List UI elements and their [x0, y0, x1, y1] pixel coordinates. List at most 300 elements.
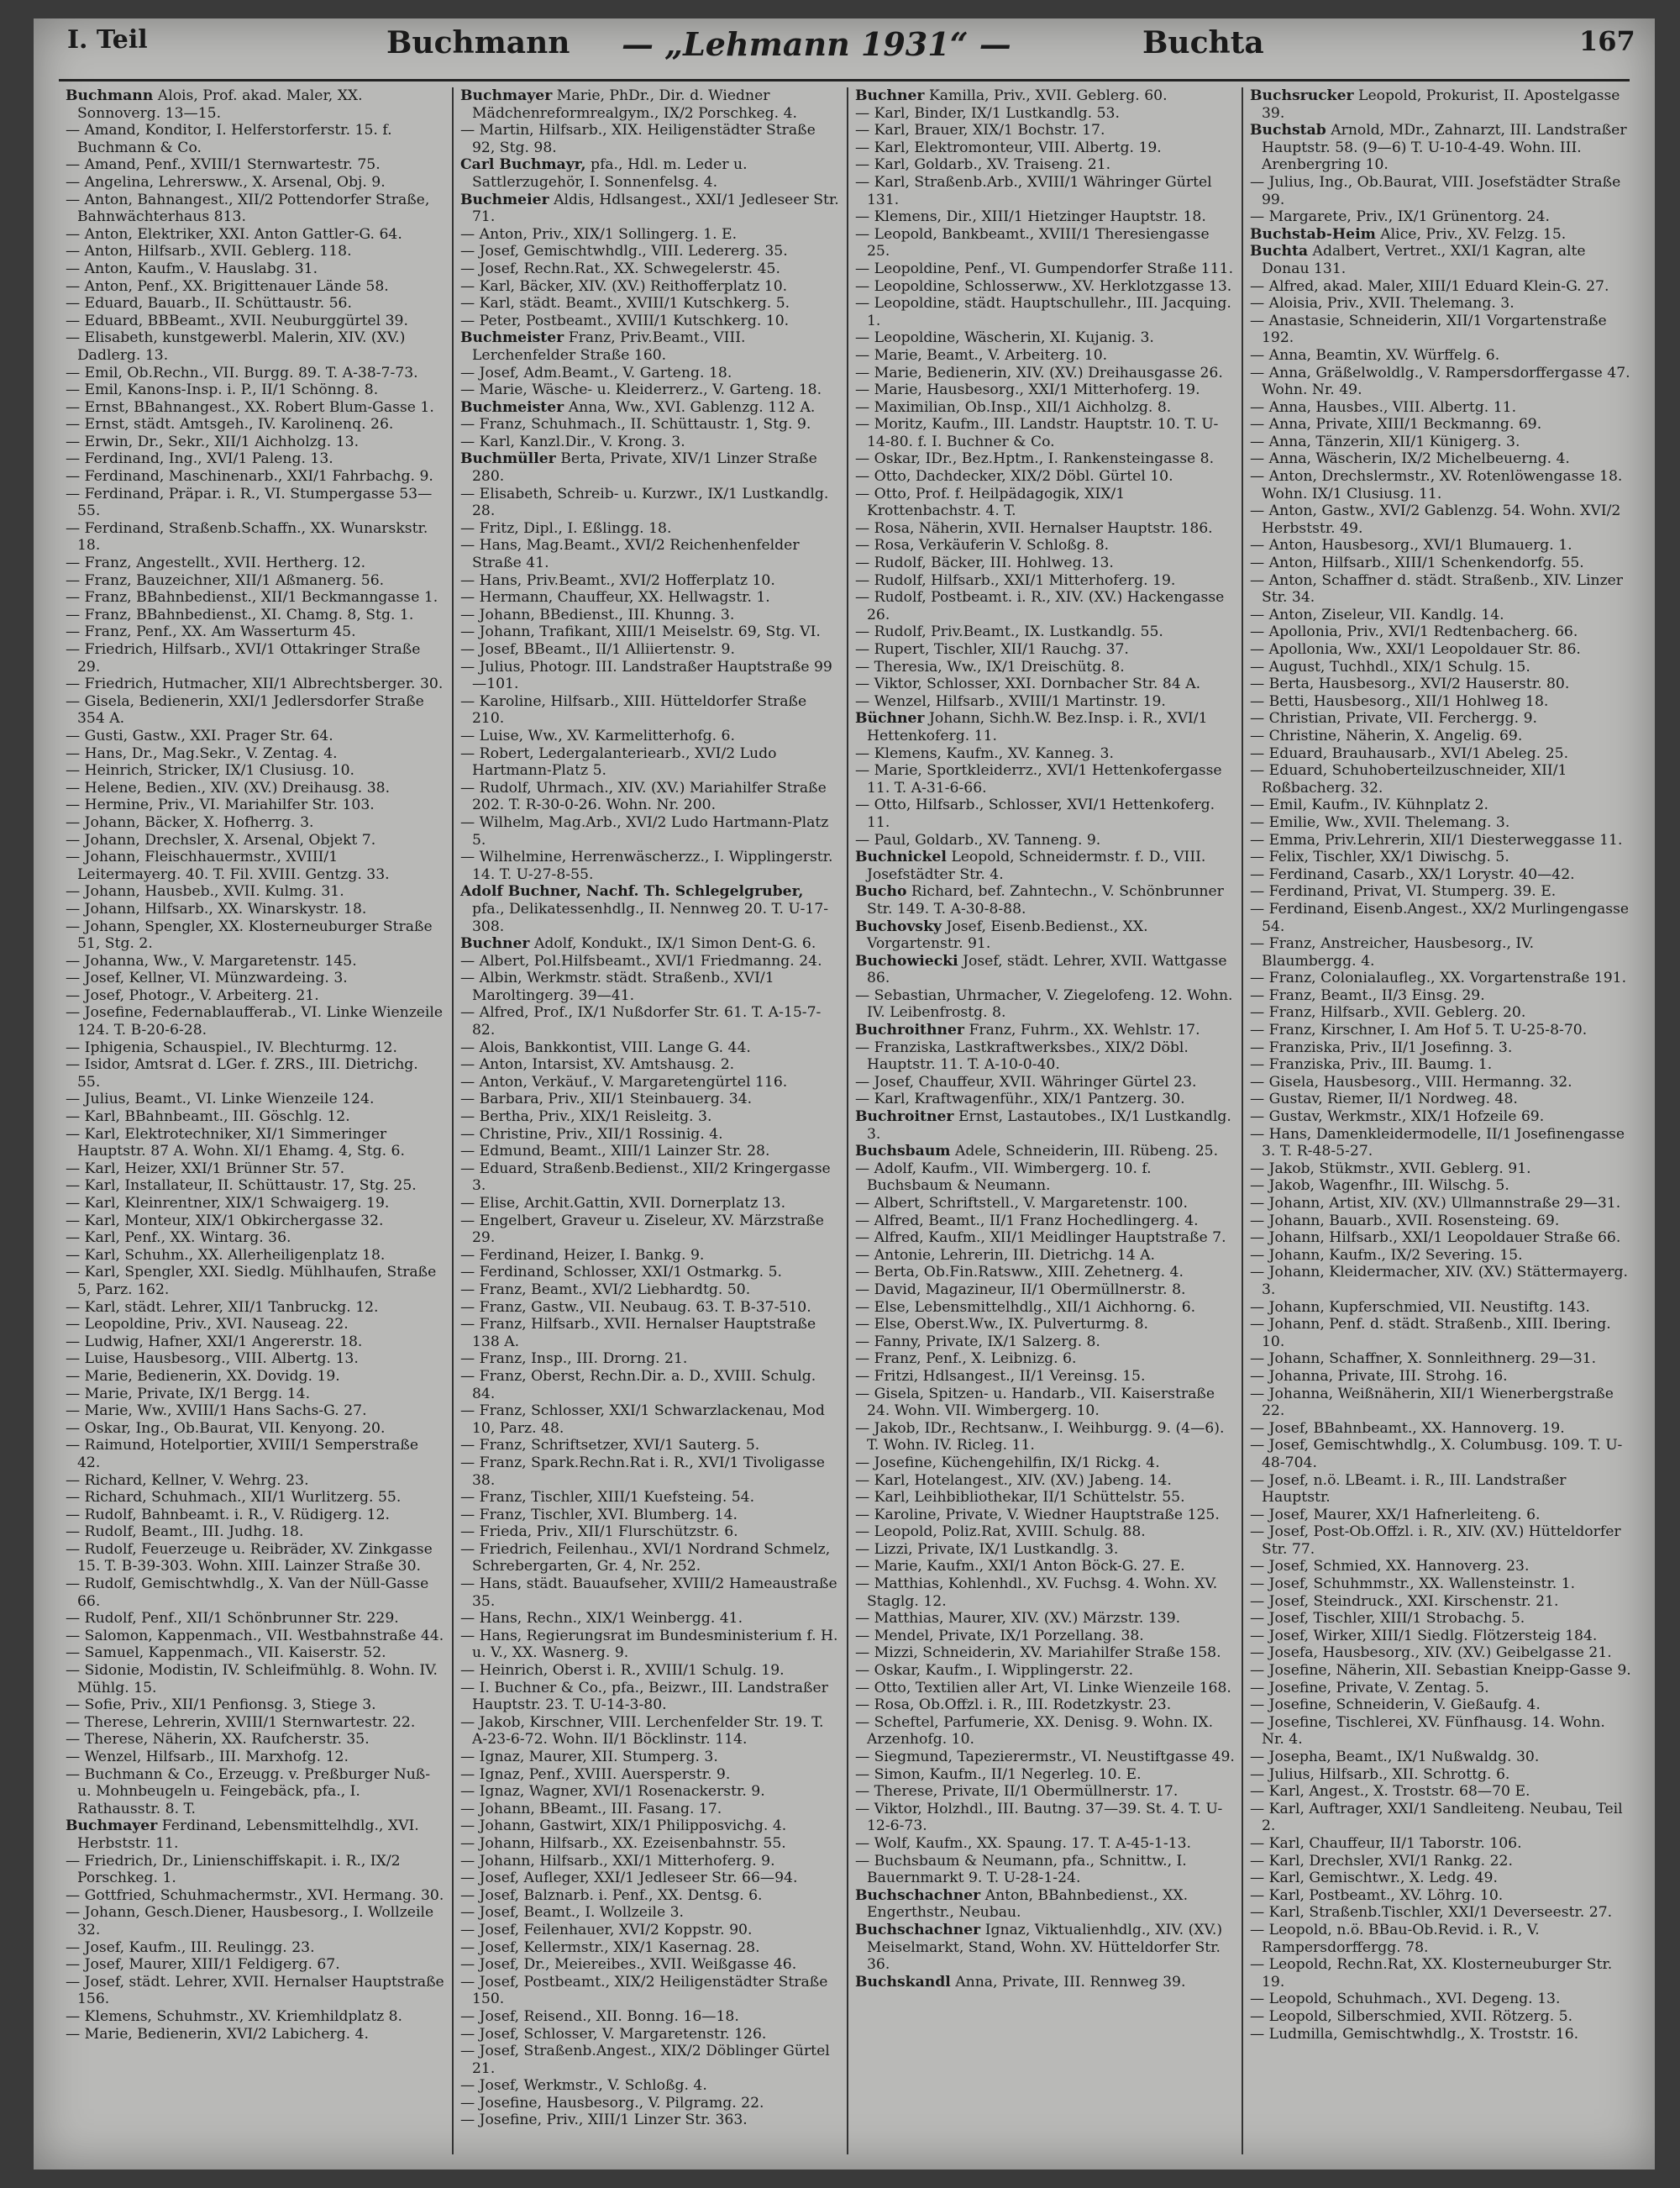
entry-text: — Hans, Mag.Beamt., XVI/2 Reichenhenfelder Straße 41.: [460, 537, 800, 572]
entry-text: — Ernst, städt. Amtsgeh., IV. Karolinenq. 26.: [66, 416, 394, 434]
entry-text: — Rudolf, Bäcker, III. Hohlweg. 13.: [855, 555, 1114, 572]
entry-text: — Ferdinand, Casarb., XX/1 Lorystr. 40—42.: [1250, 865, 1575, 883]
entry-text: — Oskar, IDr., Bez.Hptm., I. Rankensteingasse 8.: [855, 450, 1215, 468]
directory-entry: [460, 313, 840, 330]
entry-text: — Eduard, Bauarb., II. Schüttaustr. 56.: [66, 295, 352, 313]
entry-text: — Eduard, BBBeamt., XVII. Neuburggürtel 39.: [66, 312, 408, 329]
directory-entry: [460, 935, 840, 953]
entry-text: — Eduard, Brauhausarb., XVI/1 Abeleg. 25.: [1250, 744, 1569, 762]
directory-entry: [460, 1004, 840, 1039]
entry-text: — Klemens, Dir., XIII/1 Hietzinger Hauptstr. 18.: [855, 208, 1206, 226]
entry-text: Ernst, Lastautobes., IX/1 Lustkandlg. 3.: [867, 1108, 1231, 1143]
directory-entry: [66, 623, 445, 641]
entry-text: — Emma, Priv.Lehrerin, XII/1 Diesterweggasse 11.: [1250, 831, 1623, 849]
directory-entry: [855, 139, 1235, 157]
entry-text: — Karl, Chauffeur, II/1 Taborstr. 106.: [1250, 1834, 1522, 1852]
entry-text: — Johann, Artist, XIV. (XV.) Ullmannstraße 29—31.: [1250, 1195, 1621, 1212]
entry-surname: Buchmüller: [460, 450, 556, 468]
entry-text: — Julius, Photogr. III. Landstraßer Hauptstraße 99—101.: [460, 658, 832, 693]
entry-text: — Anton, Priv., XIX/1 Sollingerg. 1. E.: [460, 225, 738, 243]
entry-text: — Leopoldine, Priv., XVI. Nauseag. 22.: [66, 1316, 349, 1333]
directory-entry: [66, 1610, 445, 1628]
directory-entry: [460, 1541, 840, 1575]
directory-entry: [66, 1437, 445, 1471]
column-1: [59, 87, 454, 2154]
directory-entry: [1250, 1316, 1631, 1350]
entry-text: — Friedrich, Hutmacher, XII/1 Albrechtsberger. 30.: [66, 676, 444, 693]
entry-text: — Josef, Schuhmmstr., XX. Wallensteinstr. 1.: [1250, 1575, 1576, 1593]
directory-entry: [855, 1281, 1235, 1299]
entry-text: — Gottfried, Schuhmachermstr., XVI. Hermang. 30.: [66, 1886, 444, 1904]
entry-text: — Franz, Schriftsetzer, XVI/1 Sauterg. 5.: [460, 1437, 760, 1454]
directory-entry: [460, 87, 840, 122]
directory-entry: [66, 450, 445, 468]
entry-text: — Josef, Photogr., V. Arbeiterg. 21.: [66, 986, 319, 1004]
directory-entry: [855, 295, 1235, 329]
entry-text: — Ernst, BBahnangest., XX. Robert Blum-Gasse 1.: [66, 398, 434, 416]
entry-text: — Otto, Textilien aller Art, VI. Linke Wienzeile 168.: [855, 1679, 1231, 1696]
directory-entry: [1250, 502, 1631, 537]
directory-entry: [66, 1817, 445, 1852]
entry-text: Adolf, Kondukt., IX/1 Simon Dent-G. 6.: [533, 935, 816, 953]
entry-text: — Johann, Penf. d. städt. Straßenb., XIII. Ibering. 10.: [1250, 1316, 1611, 1350]
directory-entry: [460, 1956, 840, 1974]
entry-text: — Wilhelm, Mag.Arb., XVI/2 Ludo Hartmann-Platz 5.: [460, 813, 829, 849]
directory-entry: [1250, 1696, 1631, 1714]
directory-entry: [855, 1472, 1235, 1490]
directory-entry: [66, 1662, 445, 1696]
header-part-label: I. Teil: [67, 25, 148, 55]
entry-text: — Josef, Kaufm., III. Reulingg. 23.: [66, 1938, 315, 1956]
directory-entry: [66, 2026, 445, 2043]
entry-text: — Johann, Bauarb., XVII. Rosensteing. 69.: [1250, 1212, 1560, 1229]
directory-entry: [460, 1281, 840, 1299]
directory-entry: [1250, 883, 1631, 901]
entry-text: — Karl, Goldarb., XV. Traiseng. 21.: [855, 156, 1111, 174]
entry-text: pfa., Hdl. m. Leder u. Sattlerzugehör, I. Sonnenfelsg. 4.: [472, 156, 748, 191]
entry-text: — Franziska, Priv., III. Baumg. 1.: [1250, 1056, 1493, 1074]
directory-entry: [460, 1749, 840, 1766]
entry-text: — Richard, Kellner, V. Wehrg. 23.: [66, 1471, 309, 1489]
directory-entry: [1250, 1766, 1631, 1784]
entry-text: — Franz, Penf., XX. Am Wasserturm 45.: [66, 623, 356, 641]
entry-text: — Salomon, Kappenmach., VII. Westbahnstraße 44.: [66, 1627, 444, 1644]
directory-entry: [1250, 1922, 1631, 1956]
directory-entry: [855, 260, 1235, 278]
directory-entry: [1250, 347, 1631, 365]
directory-entry: [460, 1783, 840, 1801]
directory-entry: [1250, 607, 1631, 624]
directory-entry: [855, 156, 1235, 174]
directory-entry: [66, 1160, 445, 1178]
entry-text: — Franz, Tischler, XIII/1 Kuefsteing. 54.: [460, 1489, 755, 1507]
entry-text: — Anton, Hilfsarb., XVII. Geblerg. 118.: [66, 243, 352, 260]
entry-text: — Moritz, Kaufm., III. Landstr. Hauptstr. 10. T. U-14-80. f. I. Buchner & Co.: [855, 416, 1219, 450]
entry-text: — Hans, Rechn., XIX/1 Weinbergg. 41.: [460, 1610, 743, 1628]
entry-surname: Carl Buchmayr,: [460, 156, 586, 174]
entry-text: — Edmund, Beamt., XIII/1 Lainzer Str. 28.: [460, 1143, 770, 1160]
directory-entry: [66, 901, 445, 918]
entry-text: — Albert, Pol.Hilfsbeamt., XVI/1 Friedmanng. 24.: [460, 952, 822, 970]
directory-entry: [1250, 2026, 1631, 2043]
entry-text: Leopold, Schneidermstr. f. D., VIII. Josefstädter Str. 4.: [867, 849, 1206, 883]
entry-text: Adalbert, Vertret., XXI/1 Kagran, alte Donau 131.: [1262, 243, 1586, 277]
entry-text: — Christian, Private, VII. Ferchergg. 9.: [1250, 710, 1537, 728]
entry-text: — Karl, Angest., X. Troststr. 68—70 E.: [1250, 1783, 1530, 1801]
entry-surname: Buchner: [460, 935, 530, 953]
entry-text: — Christine, Priv., XII/1 Rossinig. 4.: [460, 1125, 723, 1143]
entry-text: — Emil, Kanons-Insp. i. P., II/1 Schönng. 8.: [66, 381, 379, 399]
entry-text: — Franz, Hilfsarb., XVII. Geblerg. 20.: [1250, 1004, 1526, 1022]
directory-entry: [855, 1368, 1235, 1386]
entry-text: — Johann, Hilfsarb., XX. Winarskystr. 18.: [66, 900, 367, 918]
directory-entry: [855, 105, 1235, 123]
entry-text: — Karl, Monteur, XIX/1 Obkirchergasse 32.: [66, 1212, 384, 1229]
directory-entry: [1250, 1108, 1631, 1126]
entry-text: — Iphigenia, Schauspiel., IV. Blechturmg. 12.: [66, 1039, 397, 1056]
entry-text: — Albert, Schriftstell., V. Margaretenstr. 100.: [855, 1195, 1188, 1212]
entry-text: — Alfred, akad. Maler, XIII/1 Eduard Klein-G. 27.: [1250, 277, 1609, 295]
entry-surname: Buchovsky: [855, 918, 942, 935]
directory-entry: [66, 2008, 445, 2026]
header-rule: [59, 79, 1630, 82]
directory-entry: [66, 1731, 445, 1749]
directory-entry: [66, 381, 445, 399]
entry-text: — Angelina, Lehrersww., X. Arsenal, Obj. 9.: [66, 173, 386, 191]
directory-entry: [66, 192, 445, 226]
entry-text: — Johann, Kaufm., IX/2 Severing. 15.: [1250, 1246, 1523, 1264]
directory-entry: [460, 1887, 840, 1905]
entry-text: — Friedrich, Dr., Linienschiffskapit. i. R., IX/2 Porschkeg. 1.: [66, 1852, 401, 1887]
entry-text: — Franz, Tischler, XVI. Blumberg. 14.: [460, 1506, 738, 1523]
entry-surname: Buchskandl: [855, 1973, 951, 1991]
entry-text: — Leopold, Bankbeamt., XVIII/1 Theresiengasse 25.: [855, 225, 1210, 260]
entry-text: — Karoline, Hilfsarb., XIII. Hütteldorfer Straße 210.: [460, 692, 807, 728]
directory-entry: [1250, 1368, 1631, 1386]
entry-text: — Theresia, Ww., IX/1 Dreischütg. 8.: [855, 658, 1125, 676]
directory-entry: [855, 1575, 1235, 1610]
directory-entry: [855, 174, 1235, 208]
directory-entry: [460, 1368, 840, 1402]
directory-entry: [66, 1368, 445, 1386]
entry-text: — Gusti, Gastw., XXI. Prager Str. 64.: [66, 727, 333, 744]
entry-text: — Fritz, Dipl., I. Eßlingg. 18.: [460, 519, 672, 537]
entry-text: — Alfred, Kaufm., XII/1 Meidlinger Hauptstraße 7.: [855, 1229, 1226, 1247]
entry-text: — Rudolf, Bahnbeamt. i. R., V. Rüdigerg. 12.: [66, 1506, 391, 1523]
directory-entry: [460, 1922, 840, 1939]
directory-entry: [1250, 1507, 1631, 1524]
directory-entry: [1250, 1177, 1631, 1195]
directory-entry: [460, 537, 840, 571]
directory-entry: [460, 1575, 840, 1610]
entry-text: — Karl, Drechsler, XVI/1 Rankg. 22.: [1250, 1852, 1513, 1870]
directory-entry: [855, 1212, 1235, 1230]
entry-text: — Gustav, Werkmstr., XIX/1 Hofzeile 69.: [1250, 1108, 1545, 1126]
entry-text: — Friedrich, Feilenhau., XVI/1 Nordrand Schmelz, Schrebergarten, Gr. 4, Nr. 252.: [460, 1540, 831, 1575]
column-2: [454, 87, 848, 2154]
entry-text: — Anton, Elektriker, XXI. Anton Gattler-G. 64.: [66, 225, 402, 243]
entry-text: — Rosa, Verkäuferin V. Schloßg. 8.: [855, 537, 1110, 555]
entry-text: — Isidor, Amtsrat d. LGer. f. ZRS., III. Dietrichg. 55.: [66, 1056, 418, 1091]
entry-text: — Johanna, Weißnäherin, XII/1 Wienerbergstraße 22.: [1250, 1385, 1614, 1420]
entry-text: — Leopold, Rechn.Rat, XX. Klosterneuburger Str. 19.: [1250, 1956, 1613, 1991]
directory-entry: [1250, 1039, 1631, 1057]
entry-text: Aldis, Hdlsangest., XXI/1 Jedleseer Str. 71.: [472, 191, 839, 226]
directory-entry: [460, 745, 840, 780]
entry-text: — Josef, Dr., Meiereibes., XVII. Weißgasse 46.: [460, 1956, 797, 1974]
directory-entry: [460, 1610, 840, 1628]
directory-entry: [460, 1523, 840, 1541]
entry-text: — Gisela, Bedienerin, XXI/1 Jedlersdorfer Straße 354 A.: [66, 692, 424, 728]
directory-entry: [460, 572, 840, 590]
entry-text: — Otto, Prof. f. Heilpädagogik, XIX/1 Krottenbachstr. 4. T.: [855, 485, 1126, 520]
directory-entry: [66, 1177, 445, 1195]
entry-text: — I. Buchner & Co., pfa., Beizwr., III. Landstraßer Hauptstr. 23. T. U-14-3-80.: [460, 1679, 828, 1714]
directory-entry: [460, 728, 840, 745]
entry-text: — Anton, Kaufm., V. Hauslabg. 31.: [66, 260, 318, 277]
directory-entry: [1250, 1195, 1631, 1212]
directory-entry: [1250, 1126, 1631, 1160]
directory-entry: [66, 641, 445, 676]
header-title: — „Lehmann 1931“ —: [622, 25, 1011, 63]
directory-entry: [66, 1212, 445, 1230]
entry-text: — Marie, Sportkleiderrz., XVI/1 Hettenkofergasse 11. T. A-31-6-66.: [855, 762, 1222, 797]
entry-text: — Franz, Angestellt., XVII. Hertherg. 12.: [66, 555, 366, 572]
entry-text: — Josef, Aufleger, XXI/1 Jedleseer Str. 66—94.: [460, 1870, 798, 1887]
entry-text: — Franz, Gastw., VII. Neubaug. 63. T. B-37-510.: [460, 1298, 811, 1316]
directory-entry: [460, 295, 840, 313]
entry-text: — Franz, Colonialaufleg., XX. Vorgartenstraße 191.: [1250, 970, 1627, 987]
directory-entry: [1250, 1887, 1631, 1905]
entry-text: — Hermine, Priv., VI. Mariahilfer Str. 103.: [66, 797, 375, 814]
entry-text: — Anton, Schaffner d. städt. Straßenb., XIV. Linzer Str. 34.: [1250, 571, 1624, 607]
directory-entry: [460, 329, 840, 364]
directory-entry: [460, 780, 840, 814]
entry-text: — Josef, Maurer, XIII/1 Feldigerg. 67.: [66, 1956, 340, 1974]
directory-entry: [855, 797, 1235, 831]
entry-text: — Richard, Schuhmach., XII/1 Wurlitzerg. 55.: [66, 1489, 402, 1507]
directory-entry: [460, 1680, 840, 1714]
directory-entry: [855, 122, 1235, 139]
directory-entry: [460, 1437, 840, 1454]
entry-text: — Bertha, Priv., XIX/1 Reisleitg. 3.: [460, 1108, 712, 1126]
directory-entry: [460, 1195, 840, 1212]
directory-entry: [855, 1541, 1235, 1559]
directory-entry: [855, 555, 1235, 572]
entry-text: — Viktor, Schlosser, XXI. Dornbacher Str. 84 A.: [855, 676, 1201, 693]
entry-text: — Robert, Ledergalanteriearb., XVI/2 Ludo Hartmann-Platz 5.: [460, 744, 777, 780]
directory-entry: [855, 1039, 1235, 1074]
directory-entry: [1250, 659, 1631, 676]
entry-text: — Anton, Verkäuf., V. Margaretengürtel 116.: [460, 1073, 788, 1091]
entry-text: — Lizzi, Private, IX/1 Lustkandlg. 3.: [855, 1540, 1119, 1558]
entry-text: — Rudolf, Postbeamt. i. R., XIV. (XV.) Hackengasse 26.: [855, 589, 1225, 623]
directory-entry: [460, 2043, 840, 2077]
directory-entry: [855, 1835, 1235, 1853]
directory-entry: [1250, 970, 1631, 987]
directory-entry: [855, 1299, 1235, 1317]
directory-entry: [1250, 416, 1631, 434]
directory-entry: [1250, 208, 1631, 226]
directory-entry: [66, 918, 445, 953]
directory-entry: [460, 520, 840, 538]
entry-text: — Karl, Kleinrentner, XIX/1 Schwaigerg. 19.: [66, 1195, 390, 1212]
entry-text: — Anna, Tänzerin, XII/1 Künigerg. 3.: [1250, 433, 1520, 450]
entry-text: — Anna, Hausbes., VIII. Albertg. 11.: [1250, 398, 1517, 416]
directory-entry: [460, 1628, 840, 1662]
entry-text: — Karl, Straßenb.Arb., XVIII/1 Währinger Gürtel 131.: [855, 173, 1212, 208]
page-header: [34, 18, 1655, 69]
directory-entry: [460, 1817, 840, 1835]
directory-entry: [460, 1350, 840, 1368]
directory-entry: [460, 1316, 840, 1350]
entry-text: — Anna, Wäscherin, IX/2 Michelbeuerng. 4.: [1250, 450, 1570, 468]
entry-text: — Felix, Tischler, XX/1 Diwischg. 5.: [1250, 849, 1509, 866]
directory-entry: [855, 832, 1235, 849]
entry-text: Marie, PhDr., Dir. d. Wiedner Mädchenreformrealgym., IX/2 Porschkeg. 4.: [472, 87, 798, 122]
entry-text: — Heinrich, Stricker, IX/1 Clusiusg. 10.: [66, 762, 354, 780]
directory-entry: [66, 260, 445, 278]
entry-text: — Franz, Oberst, Rechn.Dir. a. D., XVIII. Schulg. 84.: [460, 1367, 816, 1402]
entry-text: — Karl, Kraftwagenführ., XIX/1 Pantzerg. 30.: [855, 1091, 1185, 1108]
entry-text: — Johann, Trafikant, XIII/1 Meiselstr. 69, Stg. VI.: [460, 623, 821, 641]
directory-entry: [460, 1299, 840, 1317]
directory-entry: [66, 1523, 445, 1541]
directory-entry: [460, 1766, 840, 1784]
directory-entry: [66, 1333, 445, 1351]
entry-text: — Frieda, Priv., XII/1 Flurschützstr. 6.: [460, 1523, 738, 1541]
entry-text: — Julius, Hilfsarb., XII. Schrottg. 6.: [1250, 1765, 1510, 1783]
directory-entry: [855, 1680, 1235, 1697]
directory-entry: [855, 1610, 1235, 1628]
entry-text: — Karl, Binder, IX/1 Lustkandlg. 53.: [855, 104, 1120, 122]
entry-text: — Josef, BBeamt., II/1 Alliiertenstr. 9.: [460, 641, 735, 658]
directory-entry: [855, 1454, 1235, 1472]
entry-text: — Rudolf, Beamt., III. Judhg. 18.: [66, 1523, 304, 1541]
entry-text: — Anna, Private, XIII/1 Beckmanng. 69.: [1250, 416, 1542, 434]
entry-text: — Albin, Werkmstr. städt. Straßenb., XVI/1 Maroltingerg. 39—41.: [460, 970, 774, 1004]
entry-text: — Klemens, Schuhmstr., XV. Kriemhildplatz 8.: [66, 2007, 403, 2025]
directory-entry: [460, 243, 840, 260]
entry-surname: Buchstab-Heim: [1250, 225, 1376, 243]
directory-entry: [855, 329, 1235, 347]
directory-entry: [460, 260, 840, 278]
entry-text: — Mizzi, Schneiderin, XV. Mariahilfer Straße 158.: [855, 1644, 1221, 1662]
entry-text: — Ferdinand, Schlosser, XXI/1 Ostmarkg. 5.: [460, 1264, 782, 1281]
directory-entry: [1250, 641, 1631, 659]
entry-text: — Oskar, Kaufm., I. Wipplingerstr. 22.: [855, 1662, 1134, 1680]
directory-entry: [855, 1247, 1235, 1265]
entry-text: — Josefine, Küchengehilfin, IX/1 Rickg. 4.: [855, 1454, 1160, 1471]
directory-entry: [66, 329, 445, 364]
directory-entry: [66, 1956, 445, 1974]
entry-text: Kamilla, Priv., XVII. Geblerg. 60.: [928, 87, 1168, 104]
entry-text: — Johann, Hilfsarb., XXI/1 Mitterhoferg. 9.: [460, 1852, 775, 1870]
entry-text: — Klemens, Kaufm., XV. Kanneg. 3.: [855, 744, 1114, 762]
directory-entry: [1250, 1644, 1631, 1662]
entry-text: — Karl, städt. Beamt., XVIII/1 Kutschkerg. 5.: [460, 295, 790, 313]
entry-text: — Hans, Dr., Mag.Sekr., V. Zentag. 4.: [66, 744, 338, 762]
entry-text: — Christine, Näherin, X. Angelig. 69.: [1250, 727, 1523, 744]
entry-text: Josef, Eisenb.Bedienst., XX. Vorgartenstr. 91.: [867, 918, 1148, 953]
entry-text: — Ludmilla, Gemischtwhdlg., X. Troststr. 16.: [1250, 2025, 1579, 2043]
directory-entry: [855, 987, 1235, 1022]
entry-text: — Viktor, Holzhdl., III. Bautng. 37—39. St. 4. T. U-12-6-73.: [855, 1800, 1223, 1835]
directory-entry: [1250, 1680, 1631, 1697]
directory-entry: [66, 555, 445, 572]
directory-entry: [460, 2077, 840, 2095]
directory-entry: [855, 1350, 1235, 1368]
entry-text: — Johanna, Ww., V. Margaretenstr. 145.: [66, 952, 357, 970]
directory-entry: [460, 849, 840, 883]
directory-entry: [460, 2008, 840, 2026]
directory-entry: [460, 1247, 840, 1265]
directory-entry: [66, 693, 445, 728]
entry-text: — Ferdinand, Heizer, I. Bankg. 9.: [460, 1246, 705, 1264]
entry-text: — Buchmann & Co., Erzeugg. v. Preßburger Nuß- u. Mohnbeugeln u. Feingebäck, pfa., I. Rathausstr. 8. T.: [66, 1765, 431, 1817]
entry-text: — Josef, Reisend., XII. Bonng. 16—18.: [460, 2007, 739, 2025]
directory-entry: [1250, 797, 1631, 814]
entry-text: — Adolf, Kaufm., VII. Wimbergerg. 10. f. Buchsbaum & Neumann.: [855, 1160, 1152, 1195]
entry-surname: Buchschachner: [855, 1886, 981, 1904]
entry-text: — Anton, Intarsist, XV. Amtshausg. 2.: [460, 1056, 735, 1074]
entry-text: — Josefine, Private, V. Zentag. 5.: [1250, 1679, 1489, 1696]
directory-entry: [66, 1056, 445, 1091]
directory-entry: [855, 1974, 1235, 1991]
entry-text: — Josepha, Beamt., IX/1 Nußwaldg. 30.: [1250, 1749, 1540, 1765]
entry-text: pfa., Delikatessenhdlg., II. Nennweg 20. T. U-17-308.: [472, 900, 829, 935]
entry-text: — Erwin, Dr., Sekr., XII/1 Aichholzg. 13.: [66, 433, 360, 450]
entry-text: Adele, Schneiderin, III. Rübeng. 25.: [954, 1143, 1219, 1160]
directory-entry: [66, 814, 445, 832]
entry-text: — Maximilian, Ob.Insp., XII/1 Aichholzg. 8.: [855, 398, 1172, 416]
directory-entry: [66, 1766, 445, 1818]
directory-entry: [66, 226, 445, 244]
directory-entry: [66, 1489, 445, 1507]
directory-entry: [66, 365, 445, 382]
directory-entry: [855, 347, 1235, 365]
entry-surname: Buchmeister: [460, 398, 564, 416]
directory-entry: [460, 953, 840, 970]
entry-text: — Ferdinand, Privat, VI. Stumperg. 39. E.: [1250, 883, 1557, 901]
directory-entry: [66, 416, 445, 434]
directory-entry: [460, 2095, 840, 2112]
directory-entry: [66, 849, 445, 883]
entry-text: Anna, Ww., XVI. Gablenzg. 112 A.: [568, 398, 816, 416]
directory-entry: [1250, 693, 1631, 711]
directory-entry: [66, 486, 445, 520]
directory-entry: [66, 572, 445, 590]
directory-entry: [66, 520, 445, 555]
directory-entry: [1250, 1420, 1631, 1438]
entry-text: — Luise, Hausbesorg., VIII. Albertg. 13.: [66, 1350, 359, 1368]
entry-text: — Otto, Hilfsarb., Schlosser, XVI/1 Hettenkoferg. 11.: [855, 797, 1215, 831]
directory-entry: [855, 1714, 1235, 1749]
directory-entry: [855, 623, 1235, 641]
entry-text: — Karl, Auftrager, XXI/1 Sandleiteng. Neubau, Teil 2.: [1250, 1800, 1623, 1835]
directory-entry: [66, 1402, 445, 1420]
directory-entry: [66, 1108, 445, 1126]
directory-entry: [855, 226, 1235, 260]
entry-text: — Franziska, Lastkraftwerksbes., XIX/2 Döbl. Hauptstr. 11. T. A-10-0-40.: [855, 1039, 1189, 1074]
entry-text: — Samuel, Kappenmach., VII. Kaiserstr. 52.: [66, 1644, 386, 1662]
entry-text: — Hermann, Chauffeur, XX. Hellwagstr. 1.: [460, 589, 770, 607]
entry-text: — Martin, Hilfsarb., XIX. Heiligenstädter Straße 92, Stg. 98.: [460, 122, 816, 156]
directory-entry: [66, 1887, 445, 1905]
entry-text: — Josef, Maurer, XX/1 Hafnerleiteng. 6.: [1250, 1506, 1541, 1523]
directory-entry: [460, 1212, 840, 1247]
entry-text: — Rudolf, Gemischtwhdlg., X. Van der Nüll-Gasse 66.: [66, 1575, 429, 1610]
